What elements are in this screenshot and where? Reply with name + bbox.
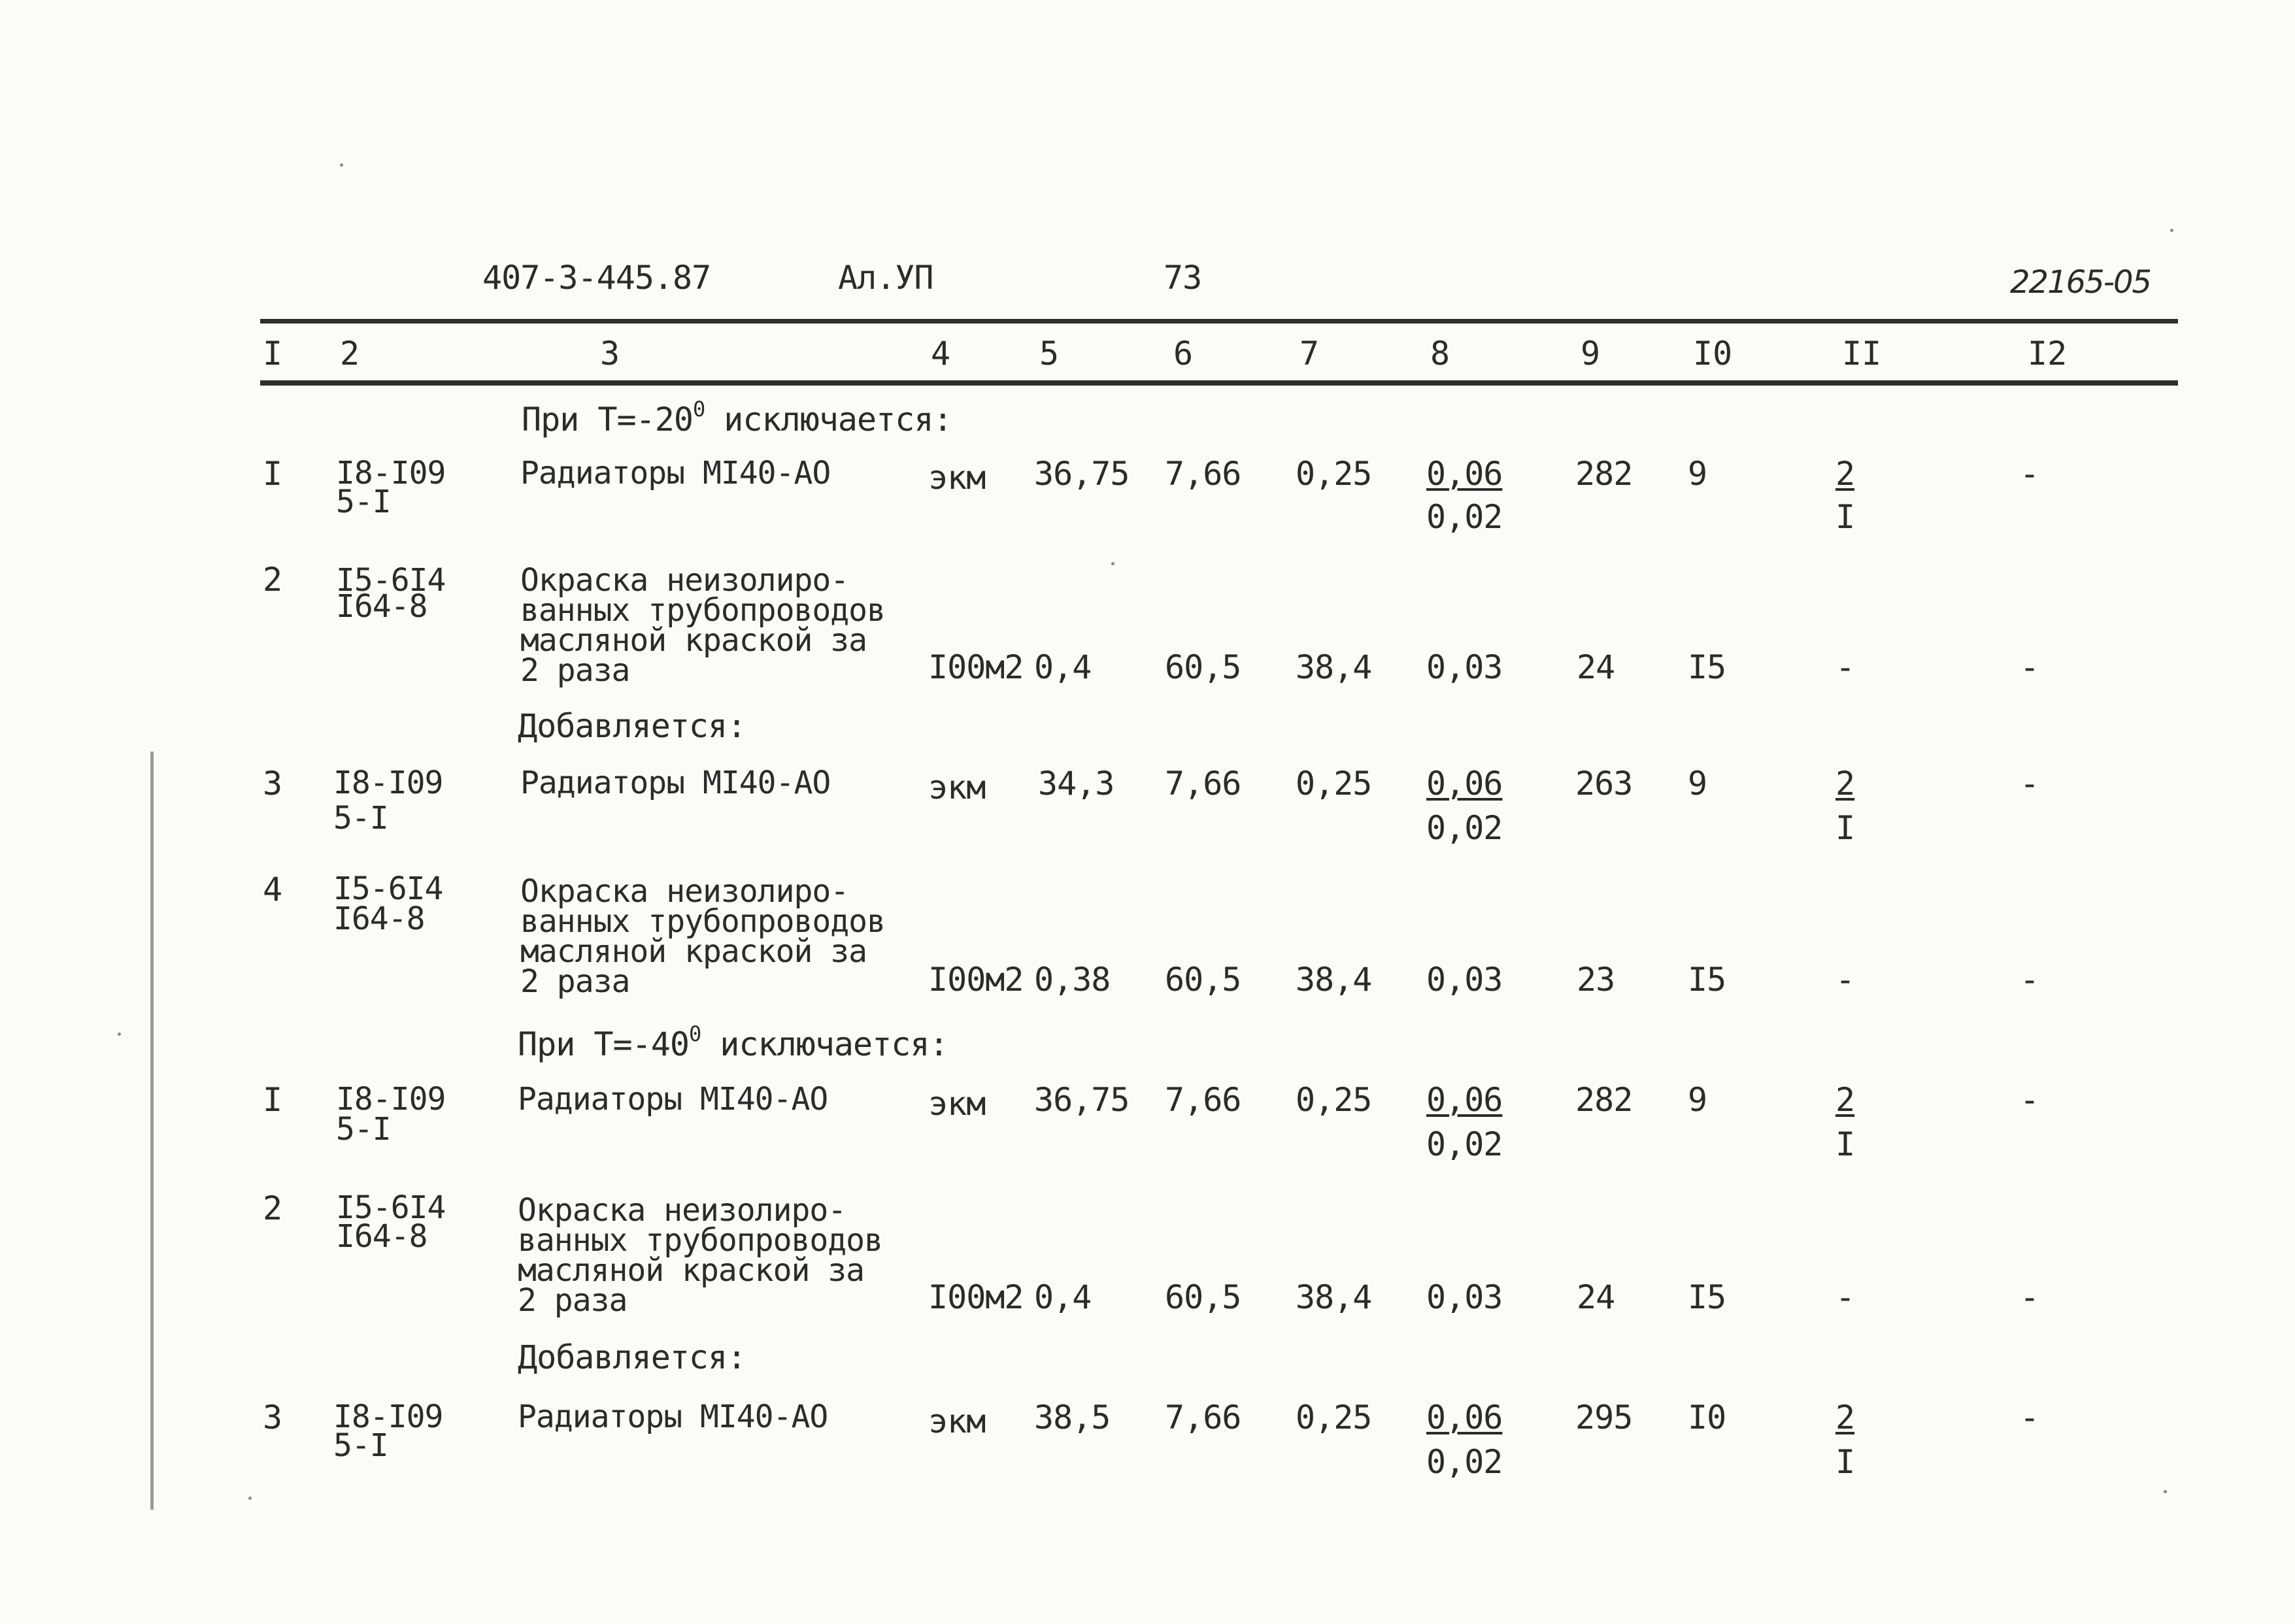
norm-code-sub: 5-I	[336, 484, 391, 520]
value-col10: I5	[1688, 961, 1726, 999]
column-number: I	[263, 335, 283, 373]
value-col9: 24	[1577, 1278, 1615, 1316]
value-col9: 24	[1577, 648, 1615, 686]
value-col7: 38,4	[1296, 648, 1372, 686]
column-number: 3	[600, 335, 620, 373]
value-col6: 60,5	[1165, 648, 1241, 686]
unit: I00м2	[928, 961, 1024, 999]
value-col8-top: 0,06	[1426, 455, 1503, 493]
scan-speck	[2164, 1490, 2167, 1493]
quantity: 34,3	[1038, 765, 1114, 803]
work-name-line: 2 раза	[520, 652, 630, 689]
scan-speck	[248, 1497, 252, 1500]
column-number: 7	[1299, 335, 1320, 373]
unit: экм	[928, 459, 986, 497]
value-col10: 9	[1688, 765, 1707, 803]
section-heading: При $Т=-40^0$ исключается:	[518, 1021, 948, 1063]
unit: экм	[928, 1085, 986, 1123]
value-col6: 7,66	[1165, 455, 1241, 493]
value-col9: 23	[1577, 961, 1615, 999]
work-name-line: масляной краской за	[520, 933, 867, 970]
page-number: 73	[1164, 259, 1202, 297]
column-number: 5	[1039, 335, 1060, 373]
row-number: 2	[263, 1189, 282, 1227]
value-col6: 7,66	[1165, 765, 1241, 803]
norm-code: I8-I09	[336, 455, 446, 491]
value-col10: I5	[1688, 648, 1726, 686]
norm-code-sub: I64-8	[336, 588, 427, 625]
binding-margin-line	[150, 752, 154, 1510]
norm-code: I5-6I4	[336, 1189, 446, 1226]
value-col7: 0,25	[1296, 1081, 1372, 1119]
section-heading: При $Т=-20^0$ исключается:	[522, 397, 952, 439]
value-col8-bottom: 0,02	[1426, 809, 1503, 847]
value-col7: 38,4	[1296, 1278, 1372, 1316]
value-col7: 0,25	[1296, 765, 1372, 803]
value-col10: I0	[1688, 1399, 1726, 1436]
norm-code-sub: 5-I	[333, 800, 388, 837]
value-col12: -	[2020, 1278, 2039, 1316]
norm-code-sub: 5-I	[336, 1111, 391, 1148]
value-col6: 60,5	[1165, 1278, 1241, 1316]
top-rule	[260, 319, 2178, 323]
value-col8-top: 0,06	[1426, 765, 1503, 803]
value-col11-top: 2	[1835, 1399, 1855, 1436]
value-col12: -	[2020, 765, 2039, 803]
work-name-line: ванных трубопроводов	[520, 903, 885, 940]
value-col11-bottom: I	[1835, 809, 1855, 847]
section-heading: Добавляется:	[518, 707, 746, 745]
value-col7: 38,4	[1296, 961, 1372, 999]
value-col11: -	[1835, 1278, 1855, 1316]
value-col11-bottom: I	[1835, 1125, 1855, 1163]
column-number: 2	[340, 335, 360, 373]
column-number: 6	[1173, 335, 1194, 373]
norm-code-sub: 5-I	[333, 1427, 388, 1464]
norm-code: I5-6I4	[333, 870, 443, 907]
scan-speck	[2170, 229, 2173, 232]
value-col11: -	[1835, 648, 1855, 686]
row-number: 4	[263, 870, 282, 908]
scan-speck	[118, 1033, 121, 1036]
value-col6: 7,66	[1165, 1081, 1241, 1119]
work-name-line: Окраска неизолиро-	[518, 1192, 846, 1229]
value-col11-top: 2	[1835, 1081, 1855, 1119]
unit: экм	[928, 769, 986, 806]
header-bottom-rule	[260, 380, 2178, 386]
row-number: 3	[263, 765, 282, 803]
section-heading: Добавляется:	[518, 1338, 746, 1376]
quantity: 0,38	[1034, 961, 1111, 999]
value-col12: -	[2020, 1081, 2039, 1119]
value-col8: 0,03	[1426, 1278, 1503, 1316]
value-col10: 9	[1688, 1081, 1707, 1119]
work-name-line: ванных трубопроводов	[518, 1222, 882, 1259]
value-col8: 0,03	[1426, 648, 1503, 686]
work-name-line: масляной краской за	[518, 1252, 865, 1289]
value-col11-bottom: I	[1835, 1443, 1855, 1481]
value-col6: 7,66	[1165, 1399, 1241, 1436]
scan-speck	[340, 163, 343, 167]
work-name: Радиаторы МI40-АО	[518, 1399, 828, 1435]
value-col9: 282	[1575, 1081, 1633, 1119]
value-col12: -	[2020, 961, 2039, 999]
value-col11-top: 2	[1835, 455, 1855, 493]
value-col10: I5	[1688, 1278, 1726, 1316]
column-number: 9	[1581, 335, 1601, 373]
value-col10: 9	[1688, 455, 1707, 493]
column-number: 4	[931, 335, 951, 373]
norm-code: I8-I09	[336, 1081, 446, 1118]
quantity: 0,4	[1034, 648, 1092, 686]
value-col7: 0,25	[1296, 455, 1372, 493]
row-number: 2	[263, 561, 282, 599]
quantity: 38,5	[1034, 1399, 1111, 1436]
column-number: II	[1842, 335, 1882, 373]
unit: экм	[928, 1402, 986, 1440]
norm-code: I5-6I4	[336, 562, 446, 599]
quantity: 0,4	[1034, 1278, 1092, 1316]
value-col12: -	[2020, 648, 2039, 686]
album-label: Ал.УП	[838, 259, 933, 297]
work-name: Радиаторы МI40-АО	[520, 765, 831, 801]
value-col11-top: 2	[1835, 765, 1855, 803]
value-col11: -	[1835, 961, 1855, 999]
quantity: 36,75	[1034, 1081, 1130, 1119]
value-col8-bottom: 0,02	[1426, 1125, 1503, 1163]
norm-code: I8-I09	[333, 765, 443, 801]
work-name-line: 2 раза	[518, 1282, 628, 1319]
value-col9: 263	[1575, 765, 1633, 803]
value-col12: -	[2020, 455, 2039, 493]
work-name-line: 2 раза	[520, 963, 630, 1000]
document-code: 407-3-445.87	[482, 259, 711, 297]
value-col8-bottom: 0,02	[1426, 1443, 1503, 1481]
norm-code: I8-I09	[333, 1399, 443, 1435]
row-number: I	[263, 1081, 282, 1119]
value-col9: 295	[1575, 1399, 1633, 1436]
work-name: Радиаторы МI40-АО	[520, 455, 831, 491]
value-col12: -	[2020, 1399, 2039, 1436]
work-name-line: ванных трубопроводов	[520, 592, 885, 629]
value-col8-top: 0,06	[1426, 1081, 1503, 1119]
value-col8-top: 0,06	[1426, 1399, 1503, 1436]
unit: I00м2	[928, 648, 1024, 686]
work-name-line: Окраска неизолиро-	[520, 562, 849, 599]
column-number: I2	[2028, 335, 2068, 373]
norm-code-sub: I64-8	[336, 1218, 427, 1255]
norm-code-sub: I64-8	[333, 901, 425, 937]
work-name: Радиаторы МI40-АО	[518, 1081, 828, 1118]
row-number: 3	[263, 1399, 282, 1436]
work-name-line: Окраска неизолиро-	[520, 873, 849, 910]
value-col11-bottom: I	[1835, 498, 1855, 536]
column-number: I0	[1693, 335, 1733, 373]
scan-speck	[1111, 562, 1114, 565]
value-col9: 282	[1575, 455, 1633, 493]
value-col8-bottom: 0,02	[1426, 498, 1503, 536]
row-number: I	[263, 455, 282, 493]
unit: I00м2	[928, 1278, 1024, 1316]
column-number: 8	[1430, 335, 1450, 373]
value-col6: 60,5	[1165, 961, 1241, 999]
quantity: 36,75	[1034, 455, 1130, 493]
value-col8: 0,03	[1426, 961, 1503, 999]
work-name-line: масляной краской за	[520, 622, 867, 659]
value-col7: 0,25	[1296, 1399, 1372, 1436]
sheet-code: 22165-05	[2010, 264, 2151, 301]
